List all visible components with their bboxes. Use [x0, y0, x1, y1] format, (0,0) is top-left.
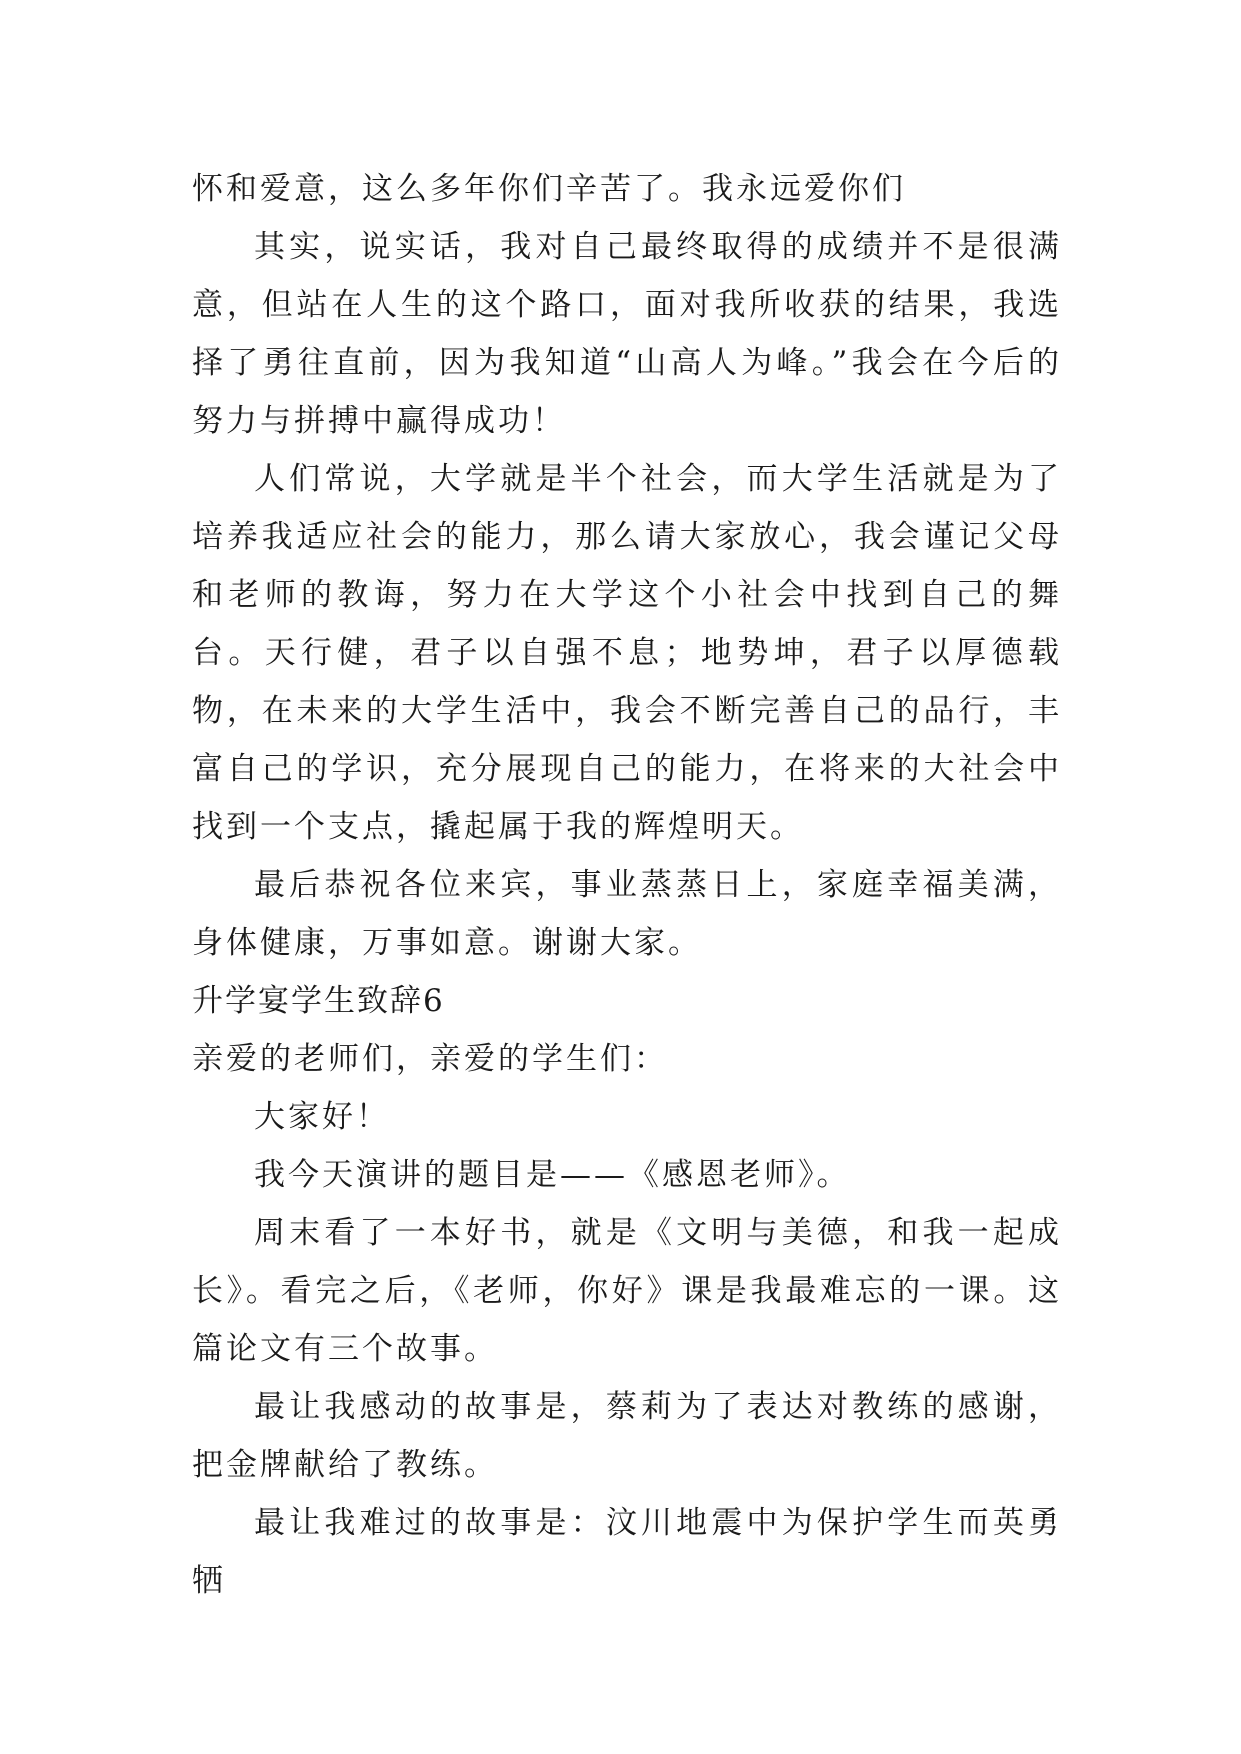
paragraph: 其实，说实话，我对自己最终取得的成绩并不是很满意，但站在人生的这个路口，面对我所收获的结果，我选择了勇往直前，因为我知道“山高人为峰。”我会在今后的努力与拼搏中赢得成功！	[192, 229, 1062, 439]
paragraph: 人们常说，大学就是半个社会，而大学生活就是为了培养我适应社会的能力，那么请大家放心，我会谨记父母和老师的教诲，努力在大学这个小社会中找到自己的舞台。天行健，君子以自强不息；地势坤，君子以厚德载物，在未来的大学生活中，我会不断完善自己的品行，丰富自己的学识，充分展现自己的能力，在将来的大社会中找到一个支点，撬起属于我的辉煌明天。	[192, 461, 1062, 845]
salutation: 亲爱的老师们，亲爱的学生们：	[192, 1041, 668, 1077]
document-body	[192, 160, 1062, 1610]
paragraph: 周末看了一本好书，就是《文明与美德，和我一起成长》。看完之后，《老师，你好》课是我最难忘的一课。这篇论文有三个故事。	[192, 1215, 1062, 1367]
greeting: 大家好！	[254, 1099, 390, 1135]
paragraph: 我今天演讲的题目是——《感恩老师》。	[254, 1157, 851, 1193]
paragraph: 最后恭祝各位来宾，事业蒸蒸日上，家庭幸福美满，身体健康，万事如意。谢谢大家。	[192, 867, 1062, 961]
section-heading: 升学宴学生致辞6	[192, 983, 445, 1019]
paragraph: 最让我难过的故事是：汶川地震中为保护学生而英勇牺	[192, 1505, 1062, 1599]
paragraph-continuation: 怀和爱意，这么多年你们辛苦了。我永远爱你们	[192, 171, 906, 207]
paragraph: 最让我感动的故事是，蔡莉为了表达对教练的感谢，把金牌献给了教练。	[192, 1389, 1062, 1483]
